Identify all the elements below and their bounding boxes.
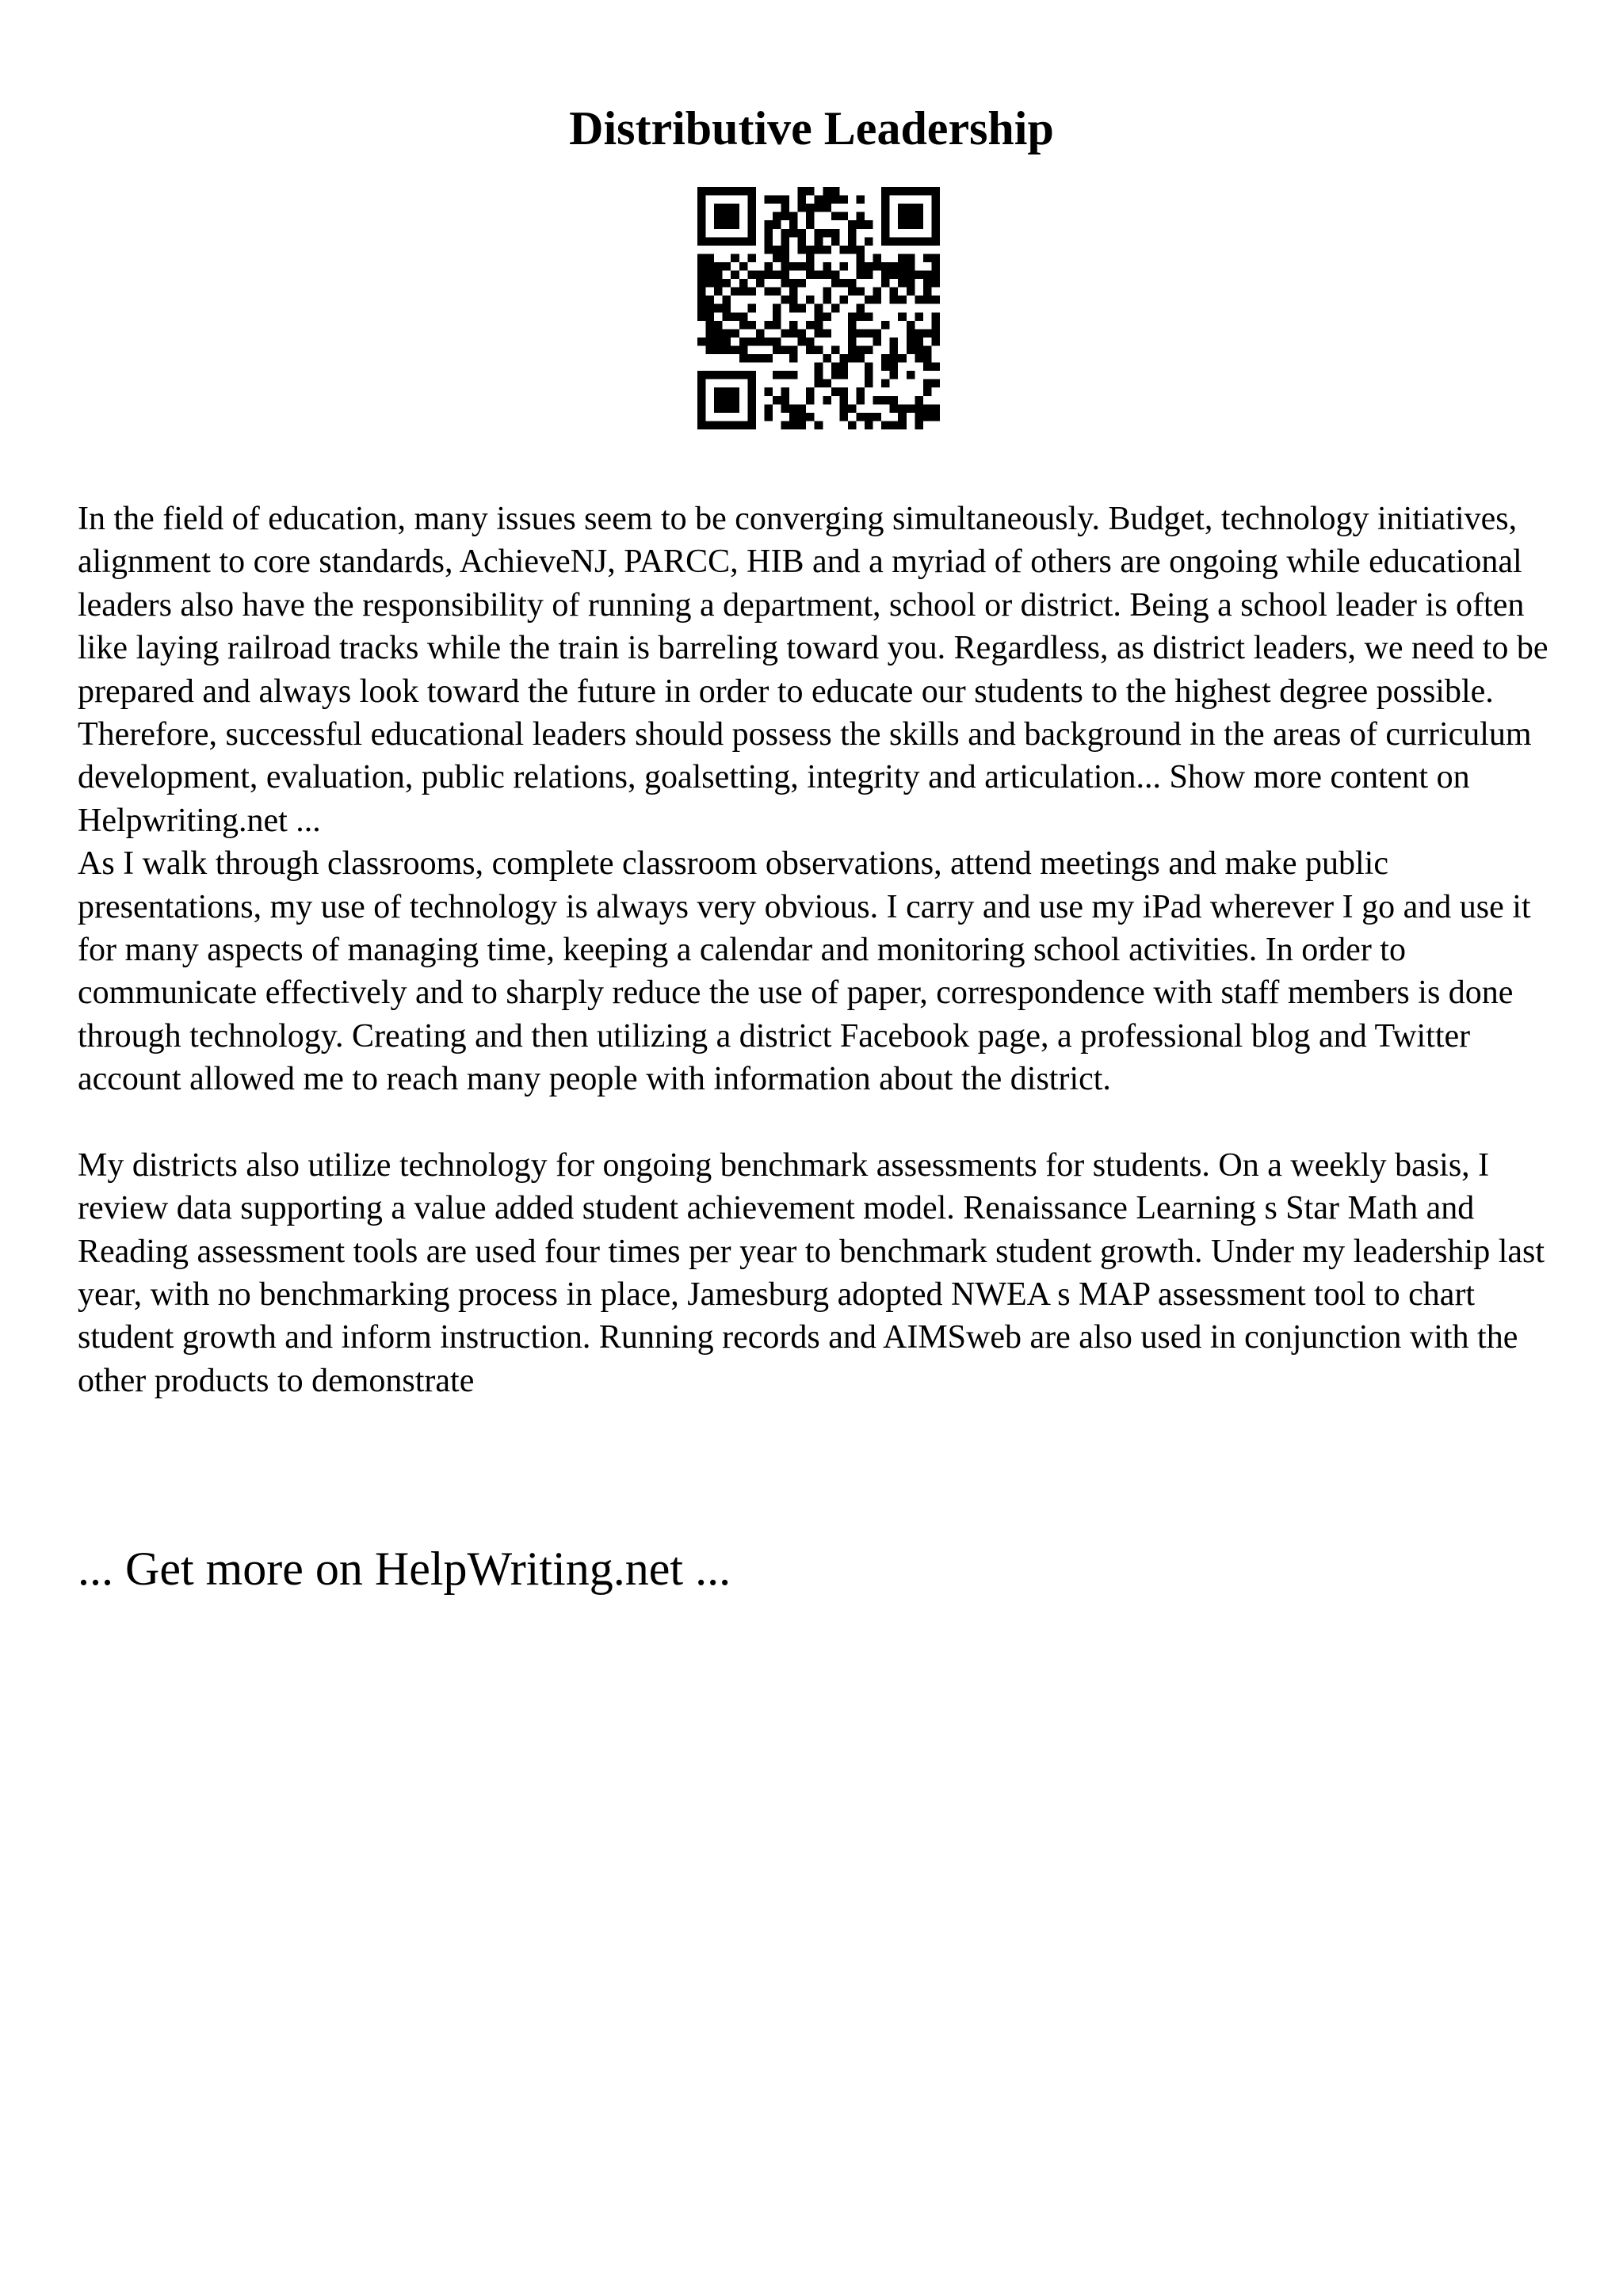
- qr-code-icon[interactable]: [697, 187, 940, 429]
- paragraph-assessment: My districts also utilize technology for ongoing benchmark assessments for students. On a weekly basis, I review data supporting a value added student achievement model. Renaissance Learning s Star Math and Reading assessment tools are used four times per year to benchmark student growth. Under my leadership last year, with no benchmarking process in place, Jamesburg adopted NWEA s MAP assessment tool to chart student growth and inform instruction. Running records and AIMSweb are also used in conjunction with the other products to demonstrate: [78, 1146, 1545, 1399]
- article-body: [78, 498, 1575, 1402]
- paragraph-intro: In the field of education, many issues seem to be converging simultaneously. Budget, technology initiatives, alignment to core standards, AchieveNJ, PARCC, HIB and a myriad of others are ongoing while educational leaders also have the responsibility of running a department, school or district. Being a school leader is often like laying railroad tracks while the train is barreling toward you. Regardless, as district leaders, we need to be prepared and always look toward the future in order to educate our students to the highest degree possible. Therefore, successful educational leaders should possess the skills and background in the areas of curriculum development, evaluation, public relations, goalsetting, integrity and articulation... Show more content on Helpwriting.net ...: [78, 501, 1549, 839]
- get-more-link[interactable]: ... Get more on HelpWriting.net ...: [78, 1543, 731, 1595]
- paragraph-technology: As I walk through classrooms, complete classroom observations, attend meetings and make public presentations, my use of technology is always very obvious. I carry and use my iPad wherever I go and use it for many aspects of managing time, keeping a calendar and monitoring school activities. In order to communicate effectively and to sharply reduce the use of paper, correspondence with staff members is done through technology. Creating and then utilizing a district Facebook page, a professional blog and Twitter account allowed me to reach many people with information about the district.: [78, 845, 1531, 1098]
- page-title: Distributive Leadership: [569, 102, 1054, 154]
